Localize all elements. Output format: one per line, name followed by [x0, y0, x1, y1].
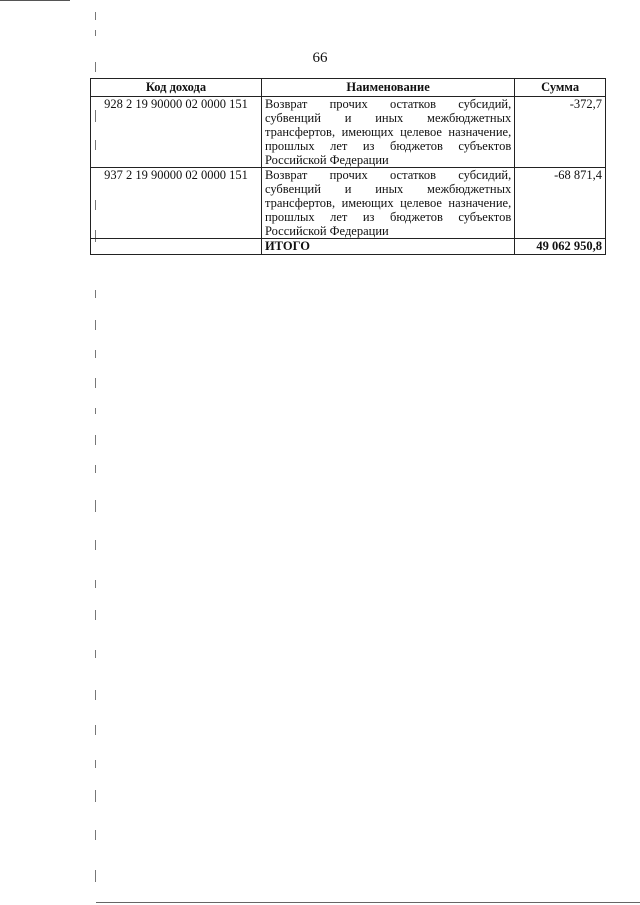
table-row: [91, 97, 606, 168]
total-label: ИТОГО: [261, 239, 514, 255]
row-sum: -372,7: [515, 97, 606, 168]
total-sum: 49 062 950,8: [515, 239, 606, 255]
table-row: [91, 168, 606, 239]
row-name: Возврат прочих остатков субсидий, субвенций и иных межбюджетных трансфертов, имеющих целевое назначение, прошлых лет из бюджетов субъектов Российской Федерации: [261, 97, 514, 168]
row-sum: -68 871,4: [515, 168, 606, 239]
total-row: [91, 239, 606, 255]
header-code: Код дохода: [91, 79, 262, 97]
row-code: 937 2 19 90000 02 0000 151: [91, 168, 262, 239]
page-number: 66: [312, 50, 328, 66]
header-name: Наименование: [261, 79, 514, 97]
scan-artifact-bottom: [96, 902, 640, 903]
revenue-table: [90, 78, 606, 255]
table-header-row: [91, 79, 606, 97]
scan-artifact-top: [0, 0, 70, 1]
total-code: [91, 239, 262, 255]
row-code: 928 2 19 90000 02 0000 151: [91, 97, 262, 168]
header-sum: Сумма: [515, 79, 606, 97]
row-name: Возврат прочих остатков субсидий, субвенций и иных межбюджетных трансфертов, имеющих целевое назначение, прошлых лет из бюджетов субъектов Российской Федерации: [261, 168, 514, 239]
